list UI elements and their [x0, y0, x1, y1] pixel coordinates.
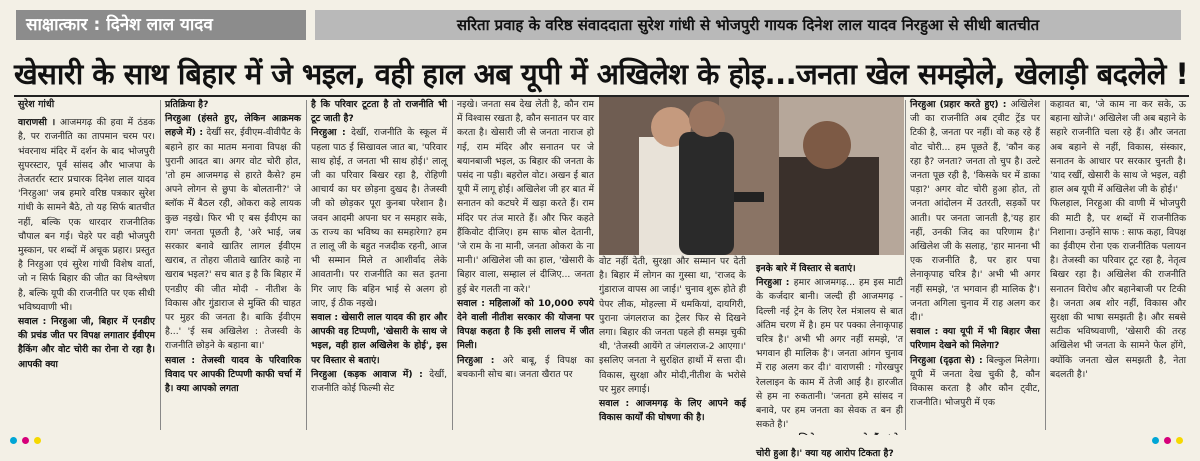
- question-text: चोरी हुआ है।' क्या यह आरोप टिकता है?: [756, 447, 894, 459]
- column-divider: [1045, 100, 1046, 430]
- answer-text: कहावत बा, 'जे काम ना कर सके, ऊ बहाना खोजे।' अखिलेश जी अब बहाने के सहारे राजनीति चला रहे हैं। और जनता अब बहाने से नहीं, विकास, संस्कार, सनातन के आधार पर सरकार चुनती है। 'याद रखीं, खेसारी के साथ जे भइल, वही हाल अब यूपी में अखिलेश जी के होई।': [1050, 99, 1186, 196]
- print-registration-strip: [0, 435, 1200, 445]
- article-column-2: [165, 98, 301, 433]
- article-paragraph: [1050, 98, 1186, 197]
- article-paragraph: [165, 354, 301, 397]
- article-paragraph: [1050, 197, 1186, 382]
- question-text: है कि परिवार टूटता है तो राजनीति भी टूट जाती है?: [311, 99, 447, 125]
- article-paragraph: [311, 311, 447, 368]
- answer-text: आजमगढ़ की हवा में ठंडक है, पर राजनीति का तापमान चरम पर। भंवरनाथ मंदिर में दर्शन के बाद भोजपुरी सुपरस्टार, पूर्व सांसद और भाजपा के तेजतर्रार स्टार प्रचारक दिनेश लाल यादव 'निरहुआ' जब हमारे वरिष्ठ पत्रकार सुरेश गांधी के सामने बैठे, तो यह सिर्फ बातचीत नहीं, बल्कि एक धारदार राजनीतिक चौपाल बन गई। चेहरे पर वही भोजपुरी मुस्कान, पर शब्दों में अचूक प्रहार। प्रस्तुत है निरहुआ एवं सुरेश गांधी विशेष वार्ता, जो न सिर्फ बिहार की जीत का विश्लेषण है, बल्कि यूपी की राजनीति पर एक सीधी भविष्यवाणी भी।: [18, 117, 155, 313]
- article-column-4: [457, 98, 594, 433]
- article-paragraph: [599, 397, 746, 425]
- article-paragraph: [18, 116, 155, 315]
- registration-dot: [1152, 437, 1159, 444]
- speaker-label: निरहुआ (कड़क आवाज में) :: [311, 368, 430, 380]
- kicker-name: दिनेश लाल यादव: [106, 15, 213, 35]
- article-column-7: [910, 98, 1040, 433]
- article-paragraph: [311, 98, 447, 126]
- registration-dot: [34, 437, 41, 444]
- speaker-label: निरहुआ :: [756, 277, 794, 289]
- article-paragraph: [18, 315, 155, 372]
- article-paragraph: [599, 255, 746, 397]
- article-column-8: [1050, 98, 1186, 433]
- speaker-label: वाराणसी ।: [18, 117, 61, 129]
- article-paragraph: [910, 354, 1040, 411]
- registration-dot: [22, 437, 29, 444]
- answer-text: वोट नहीं देती, सुरक्षा और सम्मान पर देती है। बिहार में लोगन का गुस्सा था, 'राजद के गुंडाराज वापस आ जाई।' चुनाव शुरू होते ही पेपर लीक, मोहल्ला में धमकियां, दायगिरी, पुराना जंगलराज का ट्रेलर फिर से दिखने लगा। बिहार की जनता पहले ही समझ चुकी थी, 'तेजस्वी आयेंगे त जंगलराज-2 आएगा।' इसलिए जनता ने सुरक्षित हाथों में सत्ता दी। विकास, सुरक्षा और मोदी,नीतीश के भरोसे पर मुहर लगाई।: [599, 256, 746, 395]
- article-column-6: [756, 262, 904, 459]
- article-paragraph: [756, 276, 903, 432]
- article-paragraph: [311, 368, 447, 396]
- article-column-3: [311, 98, 447, 433]
- answer-text: देखीं सर, ईवीएम-वीवीपैट के बहाने हार का मातम मनावा विपक्ष की पुरानी आदत बा। अगर वोट चोरी होत, 'तो हम आजमगढ़ से हारते कैसे? हम अपने लोगन से छुपा के बोलतानी?' जे ब्लॉक में बैठल रही, ओकरा कहे लायक कुछ नइखे। फिर भी ए बस ईवीएम का राग' जनता पूछती है, 'अरे भाई, जब सरकार बनावे खातिर लागल ईवीएम खराब, त तोहरा जीतावे खातिर काहे ना खराब भइल?' सच बात इ है कि बिहार में एनडीए की जीत मोदी - नीतीश के विकास और गुंडाराज से मुक्ति की चाहत पर मुहर की जनता है। बाकि ईवीएम है...' 'ई सब अखिलेश : तेजस्वी के राजनीति छोड़ने के बहाना बा।': [165, 127, 301, 352]
- question-text: इनके बारे में विस्तार से बताएं।: [756, 263, 856, 274]
- question-text: प्रतिक्रिया है?: [165, 99, 209, 110]
- column-divider: [905, 100, 906, 430]
- question-text: सवाल : आजमगढ़ के लिए आपने कई विकास कार्यों की घोषणा की है।: [599, 398, 746, 424]
- answer-text: अखिलेश जी का राजनीति अब ट्वीट ट्रेंड पर टिकी है, जनता पर नहीं। वो कह रहे हैं वोट चोरी... हम पूछते हैं, 'कौन कह रहा है? जनता? जनता तो चुप है। उल्टे जनता पूछ रही है, 'किसके घर में डाका पड़ा?' अगर वोट चोरी हुआ होत, तो जनता आंदोलन में उतरती, सड़कों पर आती। पर जनता जानती है,'यह हार नहीं, उनकी जिद का परिणाम है।' अखिलेश जी के सलाह, 'हार मानना भी एक राजनीति है, पर हार पचा लेनाकृपाह चरित्र है।' अभी भी अगर नहीं समझे, 'त भगवान ही मालिक है'। जनता अगिला चुनाव में राह अलग कर दी।': [910, 99, 1040, 324]
- registration-dot: [1164, 437, 1171, 444]
- answer-text: अरे बाबू, ई विपक्ष का बचकानी सोच बा। जनता खैरात पर: [457, 354, 595, 380]
- question-text: सवाल : खेसारी लाल यादव की हार और आपकी वह टिप्पणी, 'खेसारी के साथ जे भइल, वही हाल अखिलेश के होई', इस पर विस्तार से बताएं।: [311, 312, 447, 366]
- answer-text: देखीं, राजनीति के स्कूल में पहला पाठ ई सिखावल जात बा, 'परिवार साथ होई, त जनता भी साथ होई।' लालू जी का परिवार बिखर रहा है, रोहिणी आचार्य का घर छोड़ना दुखद है। तेजस्वी जी को छोड़कर पूरा कुनबा परेशान है। जवन आदमी अपना घर न समहार सके, ऊ राज्य का भविष्य का समहारेगा? हम त लालू जी के बहुत नजदीक रहनी, आज भी सम्मान मिले त आशीर्वाद लेके आवतानी। पर राजनीति का सत इतना गिर जाए कि बहिन भाई से अलग हो जाए, ई ठीक नइखे।: [311, 127, 447, 309]
- article-paragraph: [457, 98, 594, 297]
- registration-dot: [10, 437, 17, 444]
- interview-photo: [599, 97, 904, 255]
- answer-text: बिल्कुल मिलेगा। यूपी में जनता देख चुकी है, कौन विकास करता है और कौन ट्वीट, राजनीति। भोजपुरी में एक: [910, 354, 1040, 409]
- column-divider: [160, 100, 161, 430]
- article-column-5: [599, 255, 746, 433]
- kicker-label: साक्षात्कार: [26, 15, 88, 35]
- question-text: सवाल : तेजस्वी यादव के परिवारिक विवाद पर आपकी टिप्पणी काफी चर्चा में है। क्या आपको लगता: [165, 354, 301, 395]
- speaker-label: निरहुआ (प्रहार करते हुए) :: [910, 99, 1011, 110]
- article-paragraph: [457, 354, 594, 382]
- answer-text: नइखे। जनता सब देख लेती है, कौन राम में विश्वास रखता है, कौन सनातन पर वार करता है। खेसारी जी से जनता नाराज हो गई, राम मंदिर और सनातन पर जे बयानबाजी भइल, ऊ बिहार की जनता के पसंद ना पड़ी। बहरोल वोट। अखन ई बात यूपी में लागू होई। अखिलेश जी हर बात में सनातन को कटघरे में खड़ा करते हैं। राम मंदिर पर तंज मारते हैं। और फिर कहते हैंकिवोट दीजिए। हम साफ बोल देतानी, 'जे राम के ना मानी, जनता ओकरा के ना मानी।' अखिलेश जी का हाल, 'खेसारी के बिहार वाला, सम्हाल लं दीजिए... जनता हुई बेर गलती ना करे।': [457, 99, 594, 295]
- article-paragraph: [910, 325, 1040, 353]
- top-banner: [0, 0, 1200, 48]
- interview-photo-illustration: [599, 97, 904, 255]
- subheadline: सरिता प्रवाह के वरिष्ठ संवाददाता सुरेश गांधी से भोजपुरी गायक दिनेश लाल यादव निरहुआ से सीधी बातचीत: [315, 10, 1181, 40]
- speaker-label: निरहुआ (हंसते हुए, लेकिन आक्रमक लहजे में) :: [165, 113, 301, 139]
- article-paragraph: [457, 297, 594, 354]
- speaker-label: निरहुआ (दृढ़ता से) :: [910, 354, 987, 366]
- article-paragraph: [756, 262, 903, 276]
- speaker-label: निरहुआ :: [311, 127, 352, 139]
- answer-text: हमार आजमगढ़... हम इस माटी के कर्जदार बानी। जल्दी ही आजमगढ़ - दिल्ली नई ट्रेन के लिए रेल मंत्रालय से बात अंतिम चरण में है। हम पर पक्का लेनाकृपाह चरित्र है।' अभी भी अगर नहीं समझे, 'त भगवान ही मालिक है'। जनता आंगन चुनाव में राह अलग कर दी।' वाराणसी : गोरखपुर रेललाइन के काम में तेजी आई है। हारजीत से हम ना रुकतानी। 'जनता हमे सांसद न बनावे, पर हम जनता का सेवक त बन ही सकते है।': [756, 277, 904, 431]
- article-paragraph: [165, 112, 301, 353]
- speaker-label: निरहुआ :: [457, 354, 503, 366]
- column-divider: [452, 100, 453, 430]
- question-text: सवाल : क्या यूपी में भी बिहार जैसा परिणाम देखने को मिलेगा?: [910, 326, 1040, 352]
- answer-text: फिलहाल, निरहुआ की वाणी में भोजपुरी की माटी है, पर शब्दों में राजनीतिक निशाना। उन्होंने साफ : साफ कहा, विपक्ष का ईवीएम रोना एक राजनीतिक पलायन है। तेजस्वी का परिवार टूट रहा है, नेतृत्व बिखर रहा है। अखिलेश की राजनीति सनातन विरोध और बहानेबाजी पर टिकी है। जनता अब शोर नहीं, विकास और सुरक्षा की भाषा समझती है। और सबसे सटीक भविष्यवाणी, 'खेसारी की तरह अखिलेश भी जनता के सामने फेल होंगे, क्योंकि जनता खेल समझती है, नेता बदलती है।': [1050, 198, 1186, 380]
- question-text: सवाल : महिलाओं को 10,000 रुपये देने वाली नीतीश सरकार की योजना पर विपक्ष कहता है कि इसी लालच में जीत मिली।: [457, 297, 594, 352]
- byline: सुरेश गांधी: [18, 99, 55, 110]
- answer-text: देखीं, राजनीति कोई फिल्मी सेट: [311, 368, 447, 395]
- article-paragraph: [165, 98, 301, 112]
- headline: खेसारी के साथ बिहार में जे भइल, वही हाल अब यूपी में अखिलेश के होइ...जनता खेल समझेले, खेलाड़ी बदलेले !: [14, 57, 1189, 91]
- article-column-1: [18, 98, 155, 433]
- column-divider: [306, 100, 307, 430]
- question-text: सवाल : निरहुआ जी, बिहार में एनडीए की प्रचंड जीत पर विपक्ष लगातार ईवीएम हैकिंग और वोट चोरी का रोना रो रहा है। आपकी क्या: [18, 316, 155, 370]
- kicker-separator: :: [93, 15, 101, 35]
- article-paragraph: [311, 126, 447, 311]
- article-paragraph: [910, 98, 1040, 325]
- interview-kicker: [16, 10, 306, 40]
- registration-dot: [1176, 437, 1183, 444]
